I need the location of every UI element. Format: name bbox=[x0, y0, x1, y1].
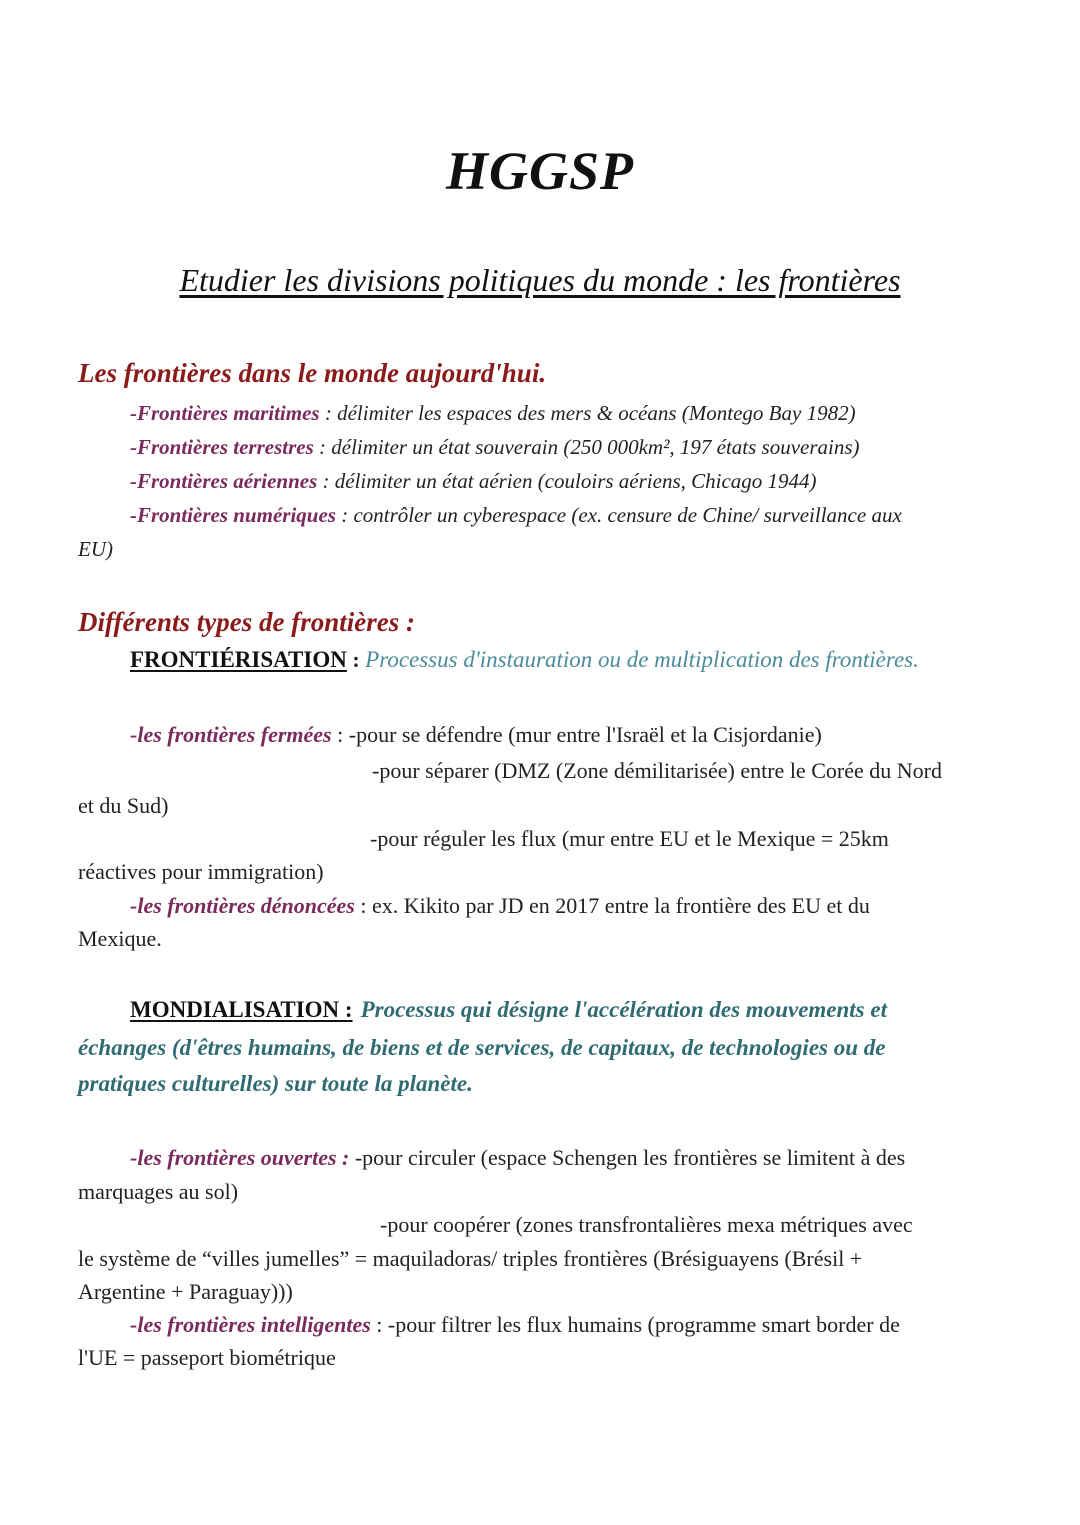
open-borders-line: le système de “villes jumelles” = maquiladoras/ triples frontières (Brésiguayens (Brésil + bbox=[78, 1246, 863, 1271]
item-label: -les frontières ouvertes bbox=[130, 1145, 337, 1170]
open-borders-line: Argentine + Paraguay))) bbox=[78, 1279, 293, 1304]
item-text: -pour circuler (espace Schengen les frontières se limitent à des bbox=[354, 1145, 906, 1170]
definition-continuation: pratiques culturelles) sur toute la planète. bbox=[78, 1071, 473, 1096]
denounced-borders-line: Mexique. bbox=[78, 926, 162, 951]
item-text: : contrôler un cyberespace (ex. censure de Chine/ surveillance aux bbox=[335, 503, 902, 527]
closed-borders-line bbox=[130, 722, 822, 748]
separator: : bbox=[346, 647, 366, 672]
page-subtitle: Etudier les divisions politiques du monde : les frontières bbox=[179, 262, 901, 298]
item-label: -Frontières terrestres bbox=[130, 435, 314, 459]
closed-borders-line: et du Sud) bbox=[78, 793, 169, 818]
item-text: -pour se défendre (mur entre l'Israël et la Cisjordanie) bbox=[348, 722, 822, 747]
open-borders-line: marquages au sol) bbox=[78, 1179, 239, 1204]
closed-borders-line: réactives pour immigration) bbox=[78, 859, 324, 884]
term: FRONTIÉRISATION bbox=[130, 647, 347, 672]
definition: Processus d'instauration ou de multiplication des frontières. bbox=[365, 647, 919, 672]
item-label: -Frontières maritimes bbox=[130, 401, 320, 425]
item-label: -les frontières intelligentes bbox=[130, 1312, 371, 1337]
item-text: : délimiter un état souverain (250 000km², 197 états souverains) bbox=[313, 435, 860, 459]
section-heading-border-types: Différents types de frontières : bbox=[78, 607, 415, 637]
open-borders-line: -pour coopérer (zones transfrontalières mexa métriques avec bbox=[380, 1212, 913, 1237]
item-text: : -pour filtrer les flux humains (programme smart border de bbox=[370, 1312, 900, 1337]
page-title: HGGSP bbox=[445, 141, 634, 201]
list-item-continuation: EU) bbox=[78, 537, 113, 561]
item-text: : délimiter un état aérien (couloirs aériens, Chicago 1944) bbox=[317, 469, 817, 493]
definition-frontierisation bbox=[130, 647, 919, 673]
separator: : bbox=[336, 1145, 355, 1170]
item-label: -Frontières numériques bbox=[130, 503, 336, 527]
item-text: : délimiter les espaces des mers & océans (Montego Bay 1982) bbox=[319, 401, 856, 425]
separator: : bbox=[331, 722, 349, 747]
smart-borders-line bbox=[130, 1312, 900, 1338]
list-item bbox=[130, 469, 817, 494]
list-item bbox=[130, 401, 856, 426]
section-heading-current-borders: Les frontières dans le monde aujourd'hui. bbox=[78, 358, 547, 388]
definition-mondialisation bbox=[130, 997, 887, 1023]
denounced-borders-line bbox=[130, 893, 870, 919]
smart-borders-line: l'UE = passeport biométrique bbox=[78, 1345, 336, 1370]
open-borders-line bbox=[130, 1145, 905, 1171]
list-item bbox=[130, 503, 902, 528]
closed-borders-line: -pour réguler les flux (mur entre EU et le Mexique = 25km bbox=[370, 826, 889, 851]
item-label: -les frontières fermées bbox=[130, 722, 332, 747]
item-text: : ex. Kikito par JD en 2017 entre la frontière des EU et du bbox=[354, 893, 870, 918]
definition-continuation: échanges (d'êtres humains, de biens et de services, de capitaux, de technologies ou de bbox=[78, 1035, 886, 1060]
item-label: -Frontières aériennes bbox=[130, 469, 318, 493]
item-label: -les frontières dénoncées bbox=[130, 893, 355, 918]
definition: Processus qui désigne l'accélération des mouvements et bbox=[360, 997, 887, 1022]
list-item bbox=[130, 435, 860, 460]
closed-borders-line: -pour séparer (DMZ (Zone démilitarisée) entre le Corée du Nord bbox=[372, 758, 942, 783]
term: MONDIALISATION : bbox=[130, 997, 353, 1022]
